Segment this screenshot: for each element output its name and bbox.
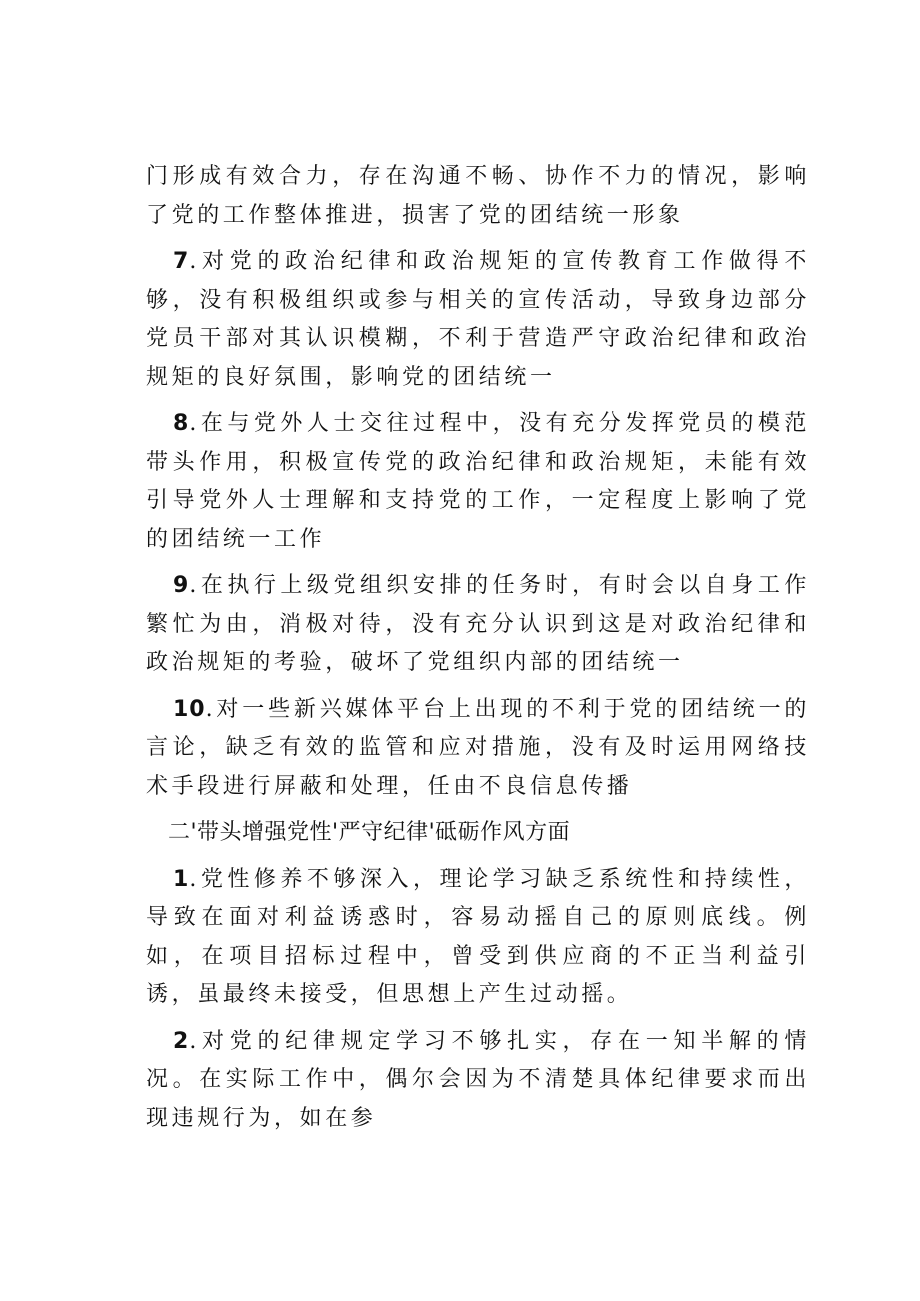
item-number: 7 — [173, 249, 190, 274]
paragraph-text: .在与党外人士交往过程中，没有充分发挥党员的模范带头作用，积极宣传党的政治纪律和政治规矩，未能有效引导党外人士理解和支持党的工作，一定程度上影响了党的团结统一工作 — [146, 411, 810, 552]
section-paragraph-item-2 — [146, 1023, 810, 1139]
paragraph-continuation — [146, 158, 810, 235]
item-number: 2 — [173, 1028, 190, 1054]
paragraph-text: .对一些新兴媒体平台上出现的不利于党的团结统一的言论，缺乏有效的监管和应对措施，没有及时运用网络技术手段进行屏蔽和处理，任由不良信息传播 — [146, 696, 810, 799]
document-page — [146, 158, 810, 1138]
item-number: 1 — [173, 866, 190, 892]
paragraph-item-9 — [146, 567, 810, 683]
paragraph-text: .对党的政治纪律和政治规矩的宣传教育工作做得不够，没有积极组织或参与相关的宣传活动，导致身边部分党员干部对其认识模糊，不利于营造严守政治纪律和政治规矩的良好氛围，影响党的团结统一 — [146, 249, 810, 390]
paragraph-item-10 — [146, 691, 810, 807]
section-paragraph-item-1 — [146, 861, 810, 1015]
paragraph-text: .在执行上级党组织安排的任务时，有时会以自身工作繁忙为由，消极对待，没有充分认识到这是对政治纪律和政治规矩的考验，破坏了党组织内部的团结统一 — [146, 573, 810, 675]
paragraph-text: .党性修养不够深入，理论学习缺乏系统性和持续性，导致在面对利益诱惑时，容易动摇自己的原则底线。例如，在项目招标过程中，曾受到供应商的不正当利益引诱，虽最终未接受，但思想上产生过动摇。 — [146, 866, 810, 1007]
paragraph-item-7 — [146, 243, 810, 397]
paragraph-text: .对党的纪律规定学习不够扎实，存在一知半解的情况。在实际工作中，偶尔会因为不清楚具体纪律要求而出现违规行为，如在参 — [146, 1028, 810, 1131]
item-number: 8 — [173, 411, 190, 436]
section-heading: 二'带头增强党性'严守纪律'砥砺作风方面 — [168, 820, 571, 845]
paragraph-item-8 — [146, 405, 810, 559]
item-number: 9 — [173, 573, 190, 598]
item-number: 10 — [173, 696, 206, 722]
paragraph-text: 门形成有效合力，存在沟通不畅、协作不力的情况，影响了党的工作整体推进，损害了党的团结统一形象 — [146, 164, 810, 228]
